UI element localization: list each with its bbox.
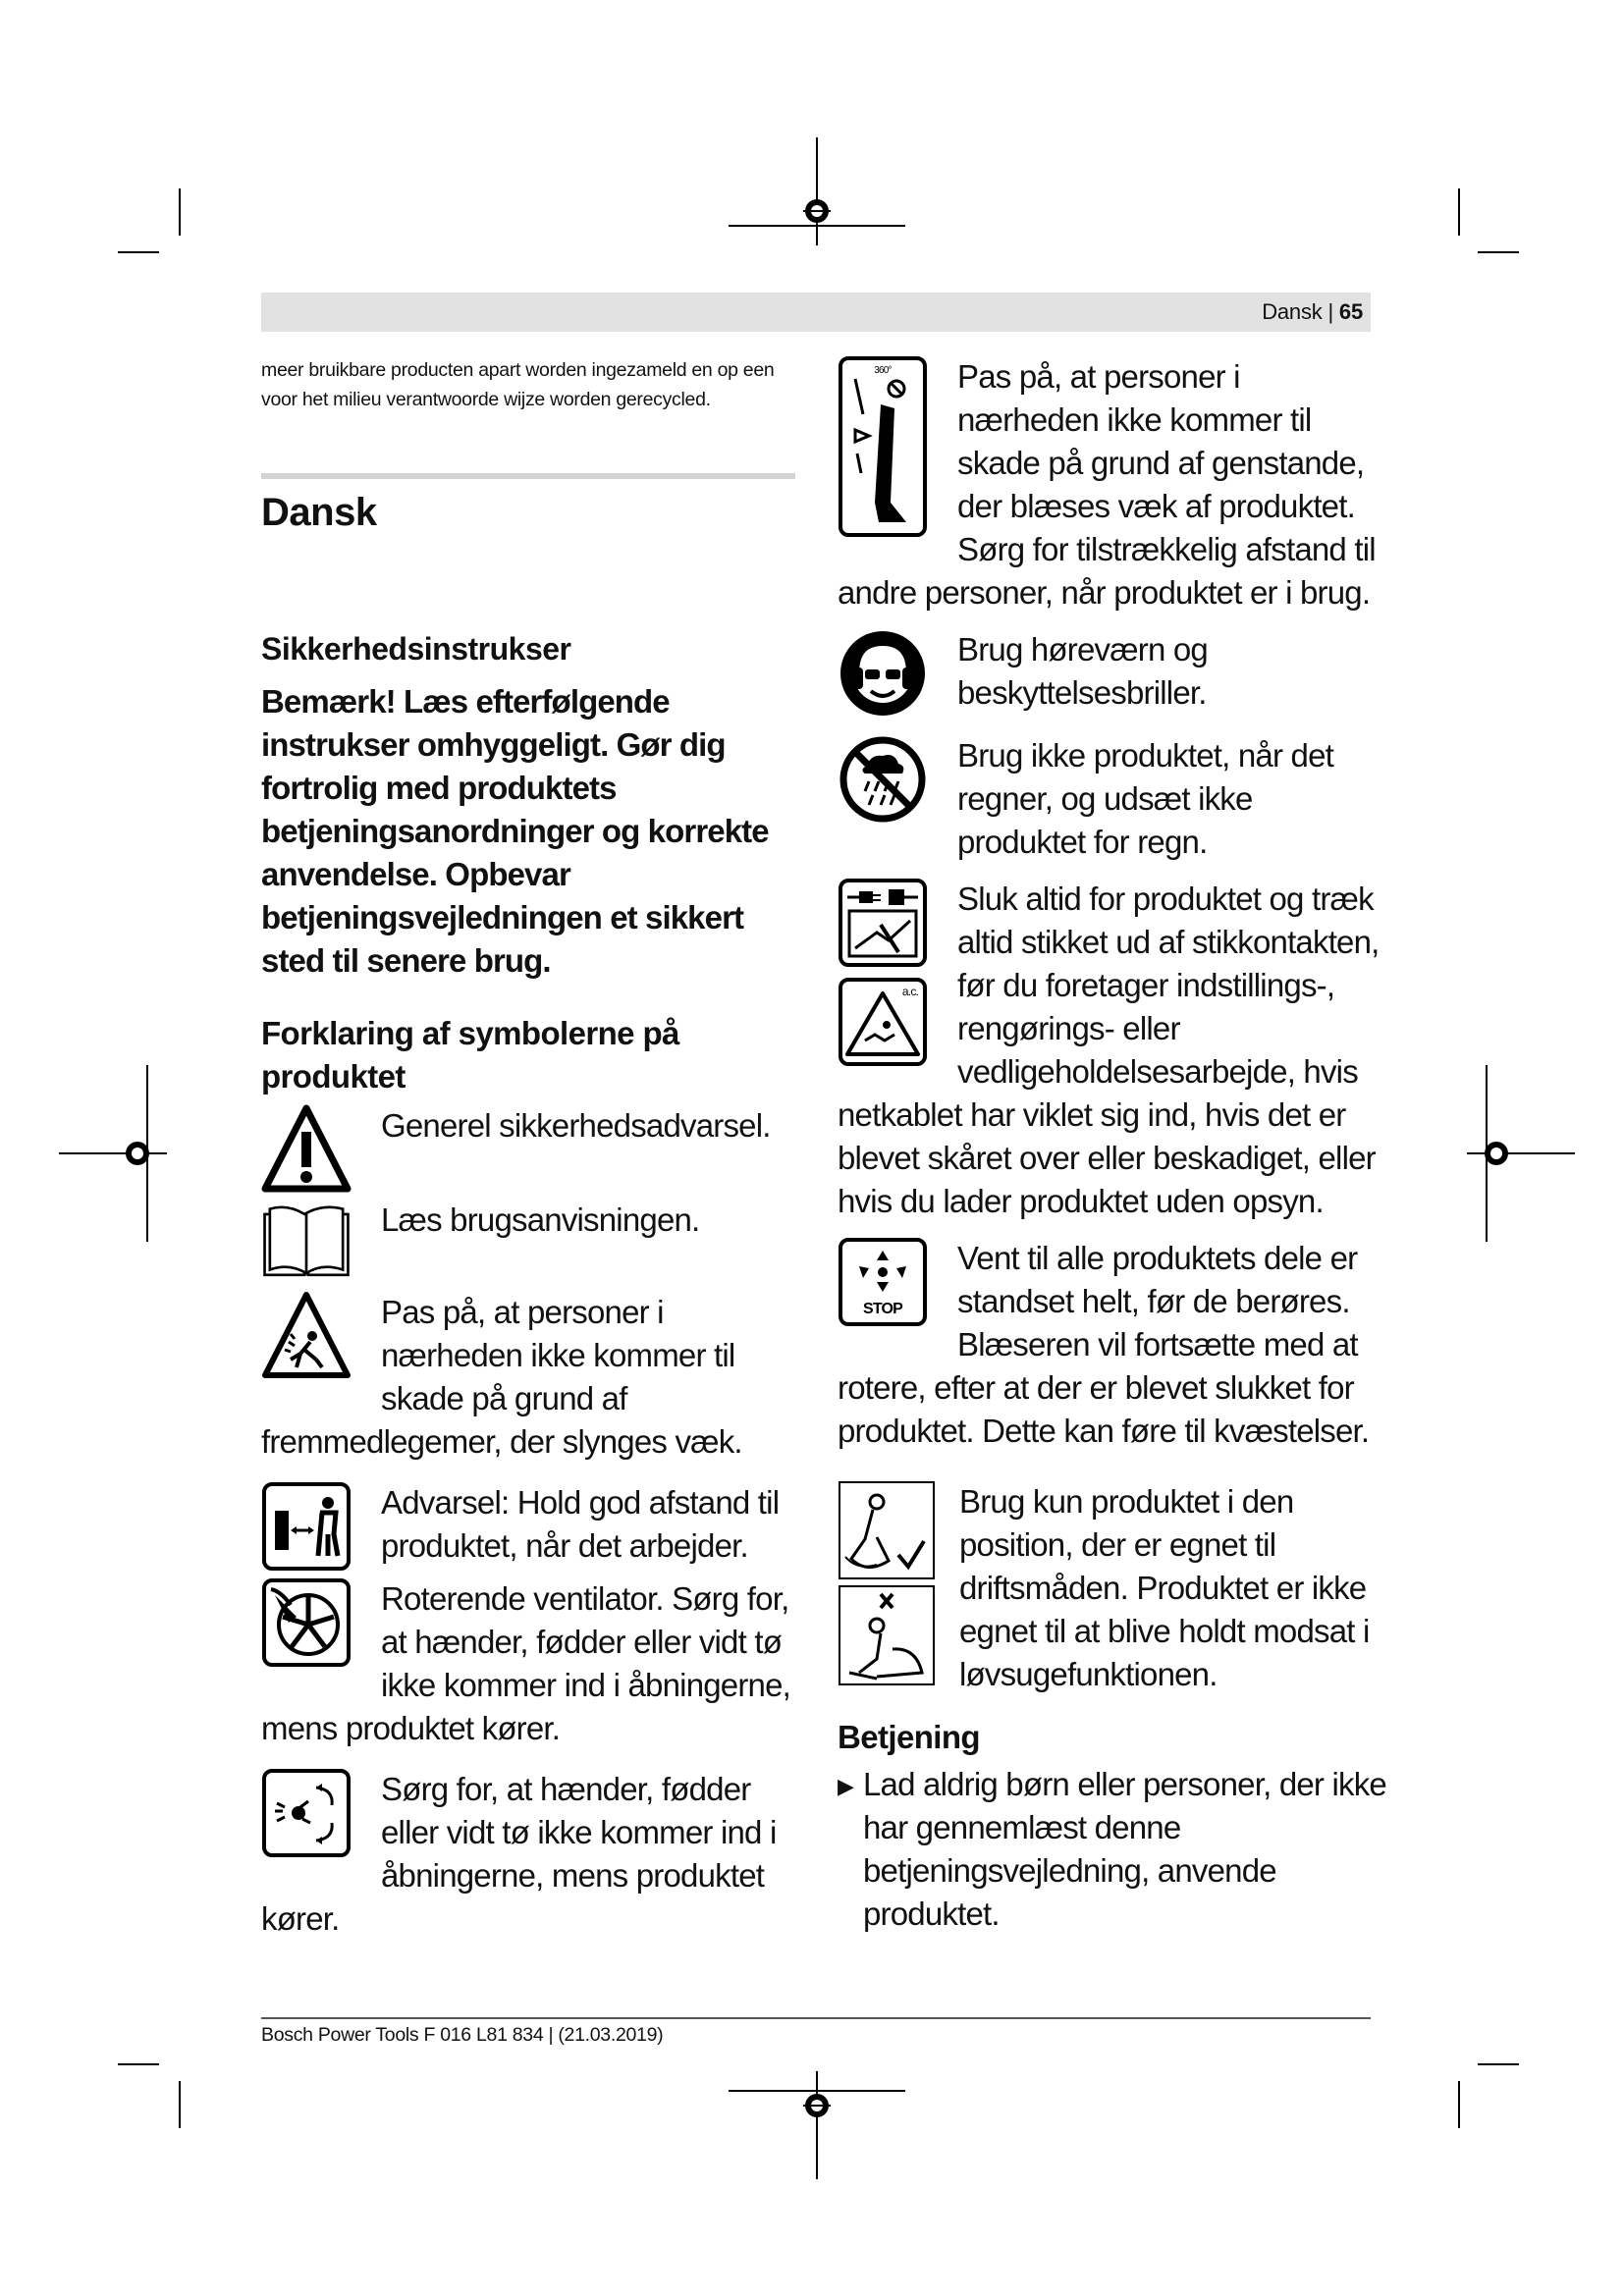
- crop-mark: [1458, 188, 1460, 236]
- bullet-arrow-icon: ▶: [838, 1774, 854, 1798]
- symbol-item: [261, 1291, 795, 1464]
- no-rain-icon: [838, 734, 928, 825]
- symbol-item: [838, 1237, 1387, 1453]
- symbol-item: [838, 878, 1387, 1223]
- symbol-text: Roterende ventilator. Sørg for, at hænder, fødder eller vidt tø ikke kommer ind i åbningerne, mens produktet kører.: [261, 1580, 791, 1746]
- symbol-text: Sluk altid for produktet og træk altid stikket ud af stikkontakten, før du foretager indstillings-, rengørings- eller vedligeholdelsesarbejde, hvis netkablet har viklet sig ind, hvis det er blevet skåret over eller beskadiget, eller hvis du lader produktet uden opsyn.: [838, 881, 1380, 1219]
- symbol-text: Sørg for, at hænder, fødder eller vidt tø ikke kommer ind i åbningerne, mens produktet kører.: [261, 1771, 777, 1937]
- registration-mark-top: [729, 137, 905, 245]
- symbol-text: Læs brugsanvisningen.: [381, 1201, 700, 1238]
- registration-mark-left: [59, 1065, 167, 1242]
- safety-heading: Sikkerhedsinstrukser: [261, 631, 571, 667]
- section-rule: [261, 473, 795, 479]
- ac-label: a.c.: [901, 985, 919, 998]
- right-column: [838, 344, 1387, 1936]
- flying-debris-icon: [261, 1291, 352, 1381]
- symbol-text: Pas på, at personer i nærheden ikke kommer til skade på grund af genstande, der blæses væk af produktet. Sørg for tilstrækkelig afstand til andre personer, når produktet er i brug.: [838, 358, 1376, 611]
- blown-objects-icon: [838, 355, 928, 538]
- registration-mark-right: [1467, 1065, 1575, 1242]
- svg-text:360°: 360°: [874, 365, 892, 376]
- symbol-item: [261, 1481, 795, 1572]
- warning-triangle-icon: [261, 1104, 352, 1195]
- symbol-item: [261, 1104, 795, 1195]
- crop-mark: [1478, 251, 1519, 253]
- footer-rule: [261, 2017, 1371, 2019]
- read-manual-icon: [261, 1199, 352, 1289]
- symbol-text: Vent til alle produktets dele er standset helt, før de berøres. Blæseren vil fortsætte med at rotere, efter at der er blevet slukket for produktet. Dette kan føre til kvæstelser.: [838, 1240, 1370, 1449]
- crop-mark: [1478, 2063, 1519, 2065]
- symbol-item: [261, 1768, 795, 1941]
- symbol-text: Advarsel: Hold god afstand til produktet, når det arbejder.: [381, 1484, 780, 1564]
- crop-mark: [179, 188, 181, 236]
- crop-mark: [118, 251, 159, 253]
- page-number: 65: [1338, 299, 1363, 324]
- section-title: Dansk: [261, 491, 377, 534]
- page-header: [261, 293, 1371, 332]
- header-separator: |: [1327, 299, 1333, 324]
- symbol-item: [838, 355, 1387, 614]
- stop-label: STOP: [862, 1301, 903, 1317]
- header-language: Dansk: [1262, 299, 1323, 324]
- crop-mark: [118, 2063, 159, 2065]
- symbol-text: Generel sikkerhedsadvarsel.: [381, 1107, 771, 1144]
- stop-wait-icon: [838, 1237, 928, 1327]
- rotating-fan-icon: [261, 1577, 352, 1668]
- bullet-text: Lad aldrig børn eller personer, der ikke har gennemlæst denne betjeningsvejledning, anvende produktet.: [863, 1766, 1386, 1932]
- symbol-text: Brug ikke produktet, når det regner, og udsæt ikke produktet for regn.: [957, 737, 1333, 860]
- symbol-text: Pas på, at personer i nærheden ikke kommer til skade på grund af fremmedlegemer, der slynges væk.: [261, 1294, 742, 1460]
- ear-eye-protection-icon: [838, 628, 928, 719]
- symbol-item: [261, 1199, 795, 1289]
- footer-text: Bosch Power Tools F 016 L81 834 | (21.03.2019): [261, 2024, 664, 2046]
- registration-mark-bottom: [729, 2071, 905, 2179]
- keep-distance-icon: [261, 1481, 352, 1572]
- symbol-item: [838, 1480, 1387, 1696]
- left-column: [261, 344, 795, 1941]
- symbol-text: Brug kun produktet i den position, der er egnet til driftsmåden. Produktet er ikke egnet til at blive holdt modsat i løvsugefunktionen.: [959, 1483, 1370, 1692]
- symbol-item: [838, 734, 1387, 864]
- operation-heading: Betjening: [838, 1719, 980, 1755]
- bullet-item: [838, 1763, 1387, 1936]
- symbols-heading: Forklaring af symbolerne på produktet: [261, 1015, 679, 1095]
- unplug-icon: [838, 878, 928, 1066]
- intro-text: meer bruikbare producten apart worden ingezameld en op een voor het milieu verantwoorde wijze worden gerecycled.: [261, 359, 775, 410]
- correct-position-icon: [838, 1480, 936, 1686]
- safety-lead: Bemærk! Læs efterfølgende instrukser omhyggeligt. Gør dig fortrolig med produktets betjeningsanordninger og korrekte anvendelse. Opbevar betjeningsvejledningen et sikkert sted til senere brug.: [261, 683, 769, 979]
- crop-mark: [1458, 2081, 1460, 2128]
- symbol-text: Brug høreværn og beskyttelsesbriller.: [957, 631, 1208, 711]
- hands-away-icon: [261, 1768, 352, 1858]
- crop-mark: [179, 2081, 181, 2128]
- symbol-item: [838, 628, 1387, 719]
- running-header: [1262, 299, 1363, 325]
- symbol-item: [261, 1577, 795, 1750]
